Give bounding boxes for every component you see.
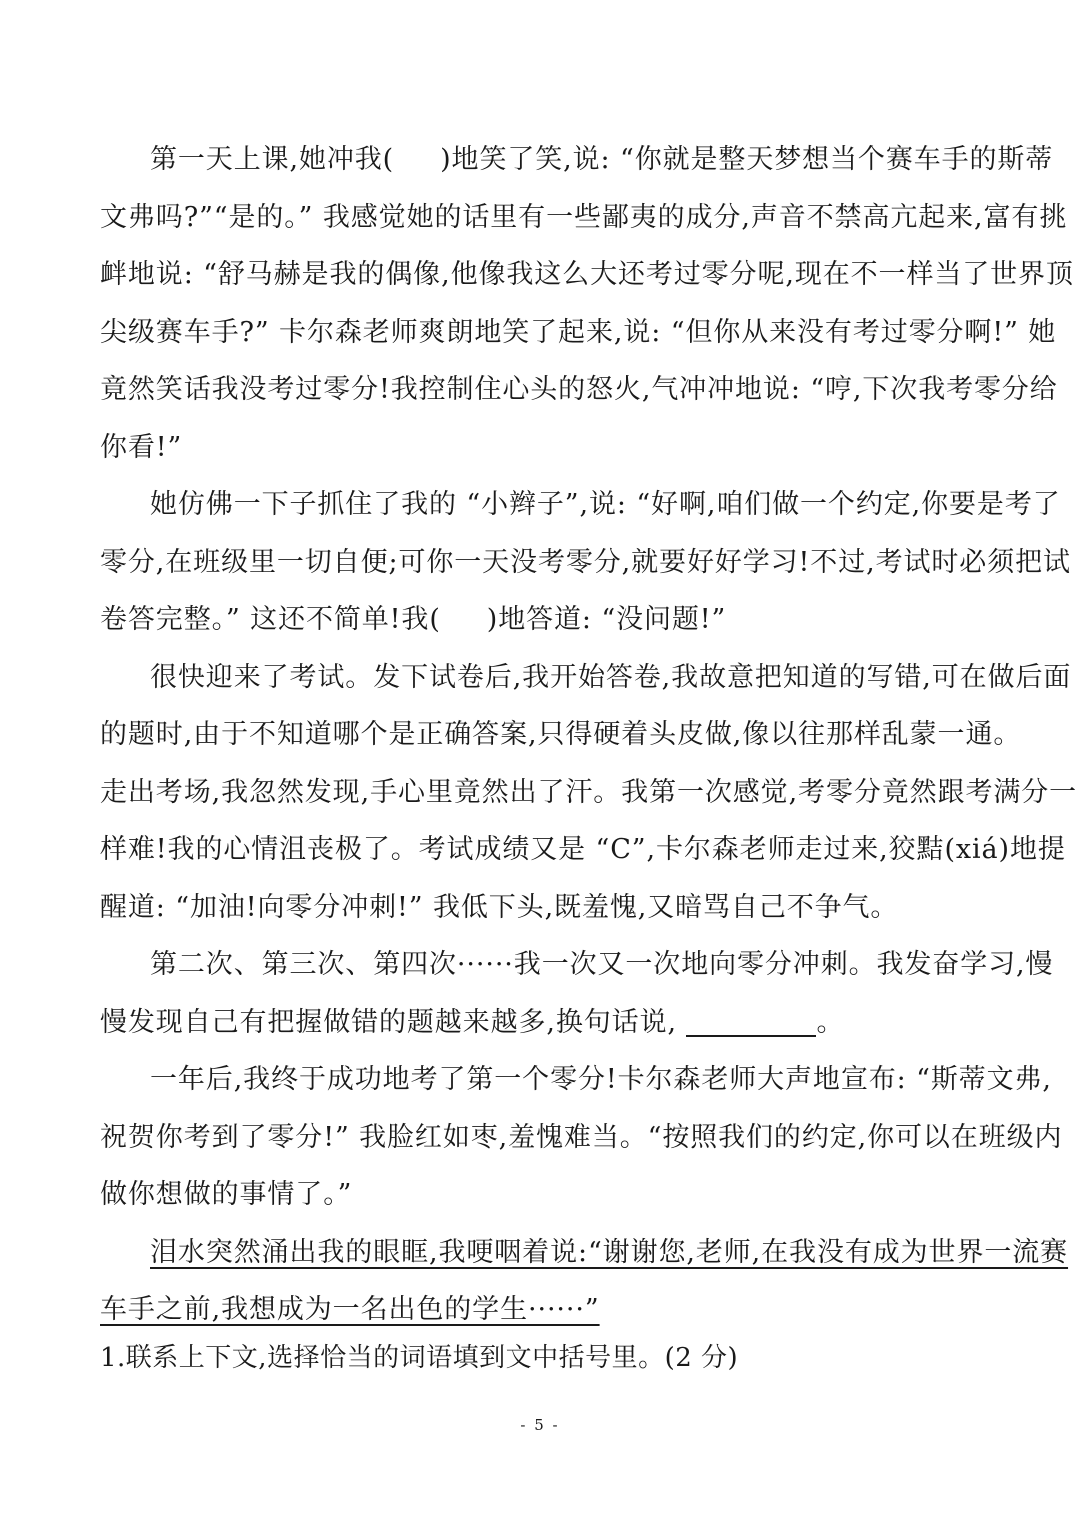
fill-in-blank-line — [686, 1005, 816, 1037]
paragraph-1-line-1: 第一天上课,她冲我( )地笑了笑,说: “你就是整天梦想当个赛车手的斯蒂 — [150, 144, 1054, 175]
paragraph-3-line-3: 走出考场,我忽然发现,手心里竟然出了汗。我第一次感觉,考零分竟然跟考满分一 — [100, 776, 1078, 808]
page-number: - 5 - — [520, 1416, 560, 1434]
paragraph-3-line-1: 很快迎来了考试。发下试卷后,我开始答卷,我故意把知道的写错,可在做后面 — [150, 661, 1072, 693]
paragraph-1-line-4: 尖级赛车手?” 卡尔森老师爽朗地笑了起来,说: “但你从来没有考过零分啊!” 她 — [100, 316, 1057, 348]
question-1: 1.联系上下文,选择恰当的词语填到文中括号里。(2 分) — [100, 1343, 739, 1373]
paragraph-3-line-5: 醒道: “加油!向零分冲刺!” 我低下头,既羞愧,又暗骂自己不争气。 — [100, 891, 899, 923]
paragraph-4-line-2: 慢发现自己有把握做错的题越来越多,换句话说, 。 — [100, 1006, 845, 1038]
paragraph-3-line-4: 样难!我的心情沮丧极了。考试成绩又是 “C”,卡尔森老师走过来,狡黠(xiá)地提 — [100, 834, 1066, 865]
paragraph-5-line-3: 做你想做的事情了。” — [100, 1179, 353, 1210]
paragraph-1-line-2: 文弗吗?”“是的。” 我感觉她的话里有一些鄙夷的成分,声音不禁高亢起来,富有挑 — [100, 201, 1068, 233]
paragraph-2-line-1: 她仿佛一下子抓住了我的 “小辫子”,说: “好啊,咱们做一个约定,你要是考了 — [150, 489, 1061, 520]
passage — [100, 131, 1078, 1339]
paragraph-1-line-5: 竟然笑话我没考过零分!我控制住心头的怒火,气冲冲地说: “哼,下次我考零分给 — [100, 374, 1058, 405]
paragraph-2-line-3: 卷答完整。” 这还不简单!我( )地答道: “没问题!” — [100, 604, 727, 635]
paragraph-6-line-1 — [100, 1224, 1069, 1282]
paragraph-1-line-3: 衅地说: “舒马赫是我的偶像,他像我这么大还考过零分呢,现在不一样当了世界顶 — [100, 259, 1074, 290]
underlined-sentence-part-1: 泪水突然涌出我的眼眶,我哽咽着说:“谢谢您,老师,在我没有成为世界一流赛 — [150, 1236, 1069, 1268]
paragraph-2-line-2: 零分,在班级里一切自便;可你一天没考零分,就要好好学习!不过,考试时必须把试 — [100, 546, 1071, 578]
underlined-sentence-part-2: 车手之前,我想成为一名出色的学生······” — [100, 1294, 600, 1325]
paragraph-5-line-1: 一年后,我终于成功地考了第一个零分!卡尔森老师大声地宣布: “斯蒂文弗, — [150, 1064, 1052, 1095]
paragraph-5-line-2: 祝贺你考到了零分!” 我脸红如枣,羞愧难当。“按照我们的约定,你可以在班级内 — [100, 1121, 1063, 1153]
paragraph-4-line-1: 第二次、第三次、第四次······我一次又一次地向零分冲刺。我发奋学习,慢 — [150, 949, 1054, 980]
paragraph-3-line-2: 的题时,由于不知道哪个是正确答案,只得硬着头皮做,像以往那样乱蒙一通。 — [100, 719, 1022, 750]
paragraph-1-line-6: 你看!” — [100, 431, 183, 463]
